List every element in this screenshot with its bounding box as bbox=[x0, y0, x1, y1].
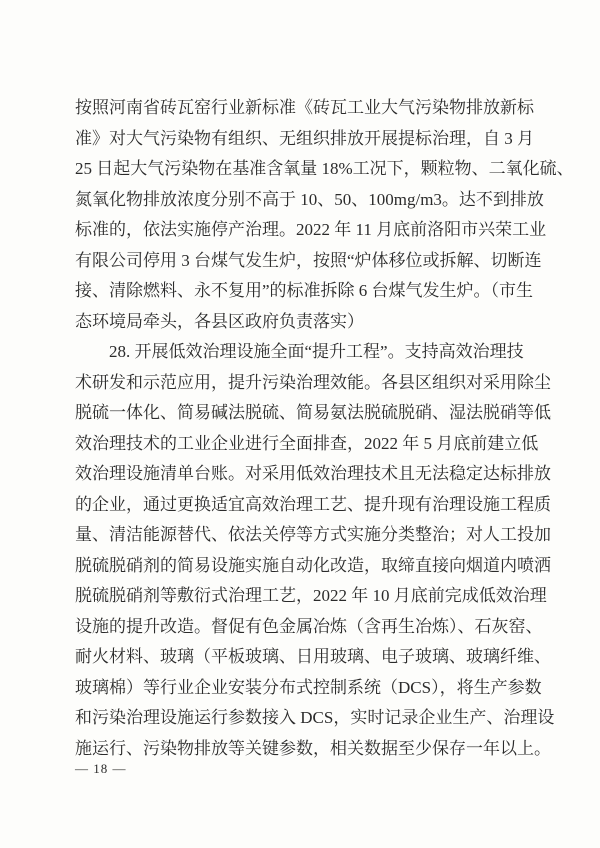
text-line: 效治理技术的工业企业进行全面排查，2022 年 5 月底前建立低 bbox=[75, 433, 539, 453]
text-line: 脱硫脱硝剂等敷衍式治理工艺，2022 年 10 月底前完成低效治理 bbox=[75, 586, 547, 605]
text-line: 术研发和示范应用，提升污染治理效能。各县区组织对采用除尘 bbox=[75, 372, 551, 392]
text-line: 准》对大气污染物有组织、无组织排放开展提标治理，自 3 月 bbox=[75, 128, 534, 148]
text-line: 脱硫一体化、简易碱法脱硫、简易氨法脱硫脱硝、湿法脱硝等低 bbox=[75, 403, 551, 422]
text-line: 效治理设施清单台账。对采用低效治理技术且无法稳定达标排放 bbox=[75, 464, 551, 483]
text-line: 28. 开展低效治理设施全面“提升工程”。支持高效治理技 bbox=[109, 342, 524, 361]
text-line: 设施的提升改造。督促有色金属冶炼（含再生冶炼）、石灰窑、 bbox=[75, 616, 543, 636]
text-line: 脱硫脱硝剂的简易设施实施自动化改造，取缔直接向烟道内喷洒 bbox=[75, 555, 551, 575]
text-line: 态环境局牵头，各县区政府负责落实） bbox=[75, 311, 364, 331]
text-line: 按照河南省砖瓦窑行业新标准《砖瓦工业大气污染物排放新标 bbox=[75, 98, 534, 117]
text-line: 和污染治理设施运行参数接入 DCS，实时记录企业生产、治理设 bbox=[75, 708, 555, 727]
text-line: 的企业，通过更换适宜高效治理工艺、提升现有治理设施工程质 bbox=[75, 494, 551, 514]
document-text-column bbox=[75, 93, 574, 764]
text-line: 有限公司停用 3 台煤气发生炉，按照“炉体移位或拆解、切断连 bbox=[75, 250, 542, 270]
text-line: 氮氧化物排放浓度分别不高于 10、50、100mg/m3。达不到排放 bbox=[75, 189, 544, 209]
text-line: 25 日起大气污染物在基准含氧量 18%工况下，颗粒物、二氧化硫、 bbox=[75, 159, 574, 178]
page-number: — 18 — bbox=[75, 761, 127, 776]
text-line: 接、清除燃料、永不复用”的标准拆除 6 台煤气发生炉。（市生 bbox=[75, 281, 534, 300]
text-line: 玻璃棉）等行业企业安装分布式控制系统（DCS），将生产参数 bbox=[75, 677, 542, 697]
text-line: 施运行、污染物排放等关键参数，相关数据至少保存一年以上。 bbox=[75, 738, 551, 758]
text-line: 量、清洁能源替代、依法关停等方式实施分类整治；对人工投加 bbox=[75, 525, 551, 544]
text-line: 标准的，依法实施停产治理。2022 年 11 月底前洛阳市兴荣工业 bbox=[75, 220, 547, 239]
text-line: 耐火材料、玻璃（平板玻璃、日用玻璃、电子玻璃、玻璃纤维、 bbox=[75, 647, 551, 666]
